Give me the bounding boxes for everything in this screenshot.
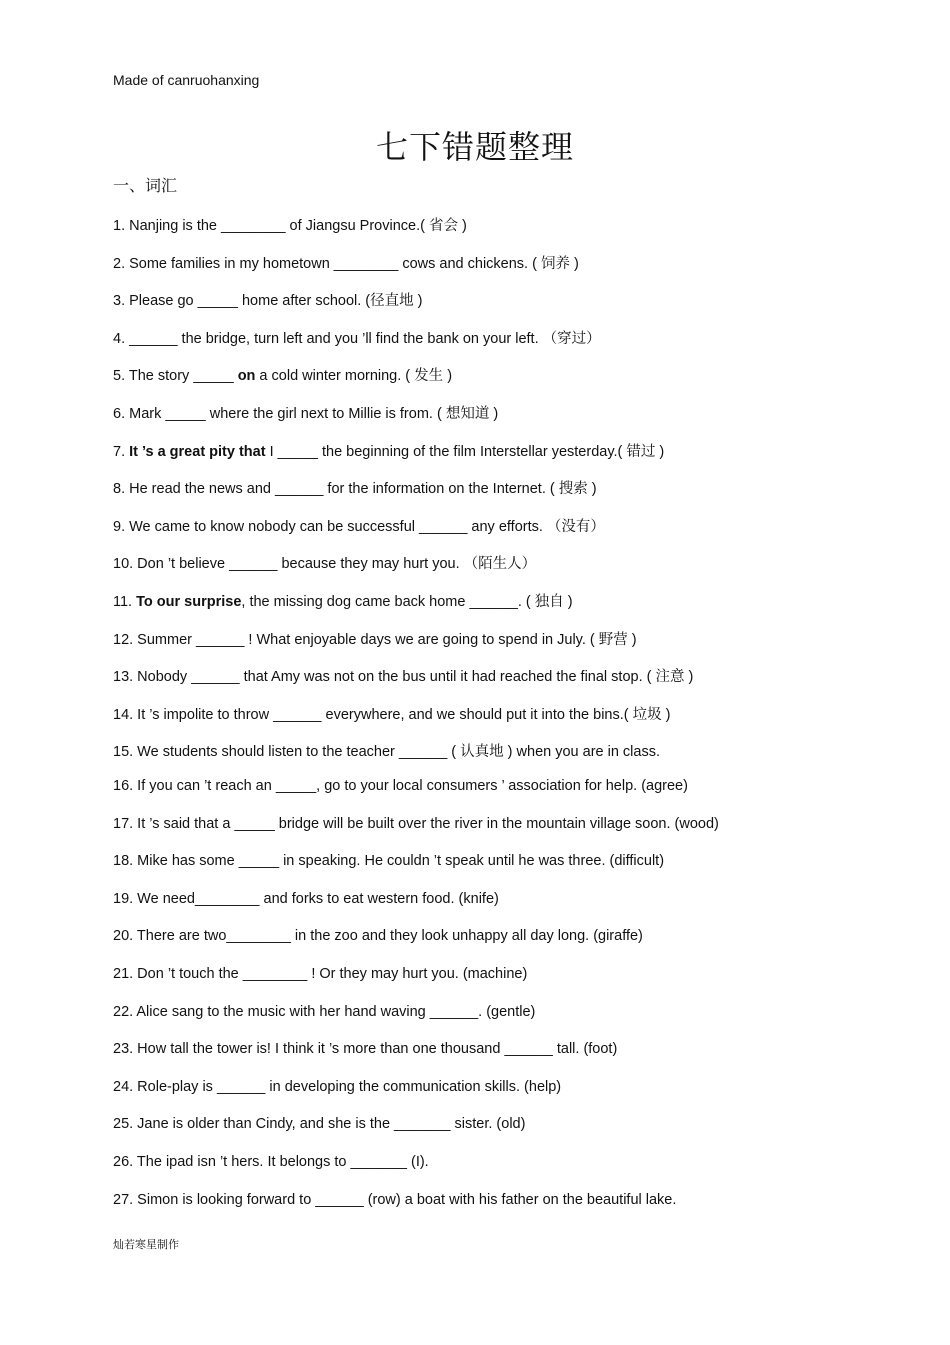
question-item	[113, 364, 452, 385]
question-item	[113, 515, 605, 536]
question-item	[113, 928, 643, 944]
question-item	[113, 327, 601, 348]
page-footer: 灿若寒星制作	[113, 1238, 179, 1251]
question-emphasis: on	[237, 368, 256, 385]
question-text: 2. Some families in my hometown ________ cows and chickens. ( 饲养 )	[113, 255, 579, 272]
question-item	[113, 628, 637, 649]
question-item	[113, 1192, 676, 1208]
question-item	[113, 1079, 561, 1095]
question-item	[113, 402, 498, 423]
question-item	[113, 1004, 535, 1020]
question-item	[113, 665, 693, 686]
question-item	[113, 891, 499, 907]
question-item	[113, 1041, 617, 1057]
question-text: 16. If you can ’t reach an _____, go to your local consumers ’ association for help. (agree)	[113, 778, 688, 794]
question-item	[113, 289, 423, 310]
question-text: 21. Don ’t touch the ________ ! Or they may hurt you. (machine)	[113, 966, 528, 982]
question-item	[113, 966, 527, 982]
page-header: Made of canruohanxing	[113, 72, 260, 88]
question-text: 10. Don ’t believe ______ because they may hurt you. （陌生人）	[113, 556, 537, 573]
question-text: 15. We students should listen to the teacher ______ ( 认真地 ) when you are in class.	[113, 744, 660, 761]
question-text: 7.	[113, 443, 130, 460]
question-item	[113, 477, 597, 498]
question-text: 24. Role-play is ______ in developing the communication skills. (help)	[113, 1078, 562, 1095]
question-text: 5. The story _____	[113, 368, 238, 385]
question-text: 3. Please go _____ home after school. (径直地 )	[113, 293, 423, 310]
question-emphasis: To our surprise	[136, 594, 242, 610]
question-item	[113, 252, 579, 273]
question-text: 9. We came to know nobody can be successful ______ any efforts. （没有）	[113, 518, 605, 535]
question-text: 19. We need________ and forks to eat western food. (knife)	[113, 890, 499, 907]
question-item	[113, 740, 660, 761]
question-item	[113, 440, 664, 461]
section-heading: 一、词汇	[113, 176, 178, 195]
page-title: 七下错题整理	[375, 128, 574, 166]
question-text: 18. Mike has some _____ in speaking. He couldn ’t speak until he was three. (difficult)	[113, 853, 665, 870]
question-item	[113, 552, 536, 573]
question-item	[113, 853, 664, 869]
question-text: 22. Alice sang to the music with her hand waving ______. (gentle)	[113, 1003, 536, 1020]
question-text: 25. Jane is older than Cindy, and she is the _______ sister. (old)	[113, 1116, 526, 1133]
question-emphasis: It ’s a great pity that	[129, 443, 266, 460]
question-item	[113, 703, 670, 724]
question-text-end: I _____ the beginning of the film Interstellar yesterday.( 错过 )	[265, 443, 665, 460]
question-text: 4. ______ the bridge, turn left and you ’ll find the bank on your left. （穿过）	[113, 330, 601, 347]
question-item	[113, 214, 467, 235]
question-text-end: , the missing dog came back home ______. ( 独自 )	[241, 594, 573, 610]
question-text: 27. Simon is looking forward to ______ (row) a boat with his father on the beautiful lake.	[113, 1191, 677, 1208]
question-item	[113, 1116, 525, 1132]
question-item	[113, 590, 573, 611]
question-text: 1. Nanjing is the ________ of Jiangsu Province.( 省会 )	[113, 218, 467, 234]
question-text: 23. How tall the tower is! I think it ’s more than one thousand ______ tall. (foot)	[113, 1041, 618, 1058]
question-text: 14. It ’s impolite to throw ______ everywhere, and we should put it into the bins.( 垃圾 )	[113, 706, 671, 723]
question-text: 8. He read the news and ______ for the information on the Internet. ( 搜索 )	[113, 481, 597, 498]
question-text: 11.	[113, 594, 137, 610]
question-text-end: a cold winter morning. ( 发生 )	[255, 368, 453, 385]
question-item	[113, 778, 688, 794]
question-text: 20. There are two________ in the zoo and they look unhappy all day long. (giraffe)	[113, 928, 643, 945]
question-text: 6. Mark _____ where the girl next to Millie is from. ( 想知道 )	[113, 406, 499, 422]
question-text: 26. The ipad isn ’t hers. It belongs to _______ (I).	[113, 1154, 429, 1170]
question-item	[113, 1154, 429, 1170]
question-item	[113, 816, 719, 832]
question-text: 13. Nobody ______ that Amy was not on the bus until it had reached the final stop. ( 注意 )	[113, 669, 694, 686]
question-text: 12. Summer ______ ! What enjoyable days we are going to spend in July. ( 野营 )	[113, 631, 637, 648]
question-text: 17. It ’s said that a _____ bridge will be built over the river in the mountain village soon. (wood)	[113, 815, 719, 832]
